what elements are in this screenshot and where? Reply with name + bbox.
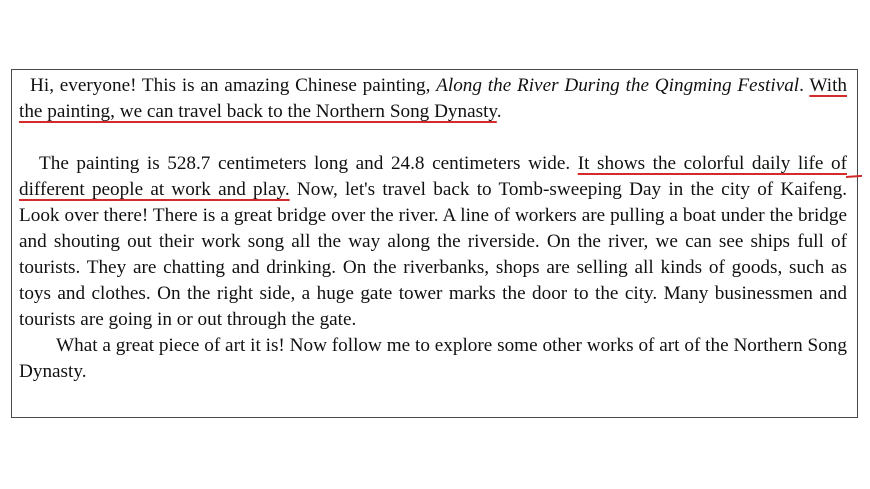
underlined-sentence-1: With the painting, we can travel back to the Northern Song Dynasty: [19, 75, 847, 122]
paragraph-2-rest: Now, let's travel back to Tomb-sweeping Day in the city of Kaifeng. Look over there! There is a great bridge over the river. A line of workers are pulling a boat under the bridge and shouting out their work song all the way along the riverside. On the river, we can see ships full of tourists. They are chatting and drinking. On the riverbanks, shops are selling all kinds of goods, such as toys and clothes. On the right side, a huge gate tower marks the door to the city. Many businessmen and tourists are going in or out through the gate.: [19, 179, 848, 330]
paragraph-1-intro: Hi, everyone! This is an amazing Chinese painting,: [30, 75, 437, 96]
paragraph-2-intro: The painting is 528.7 centimeters long and 24.8 centimeters wide.: [39, 153, 578, 174]
paragraph-1: [19, 73, 847, 125]
paragraph-1-after-title: .: [799, 75, 810, 96]
painting-title: Along the River During the Qingming Festival: [436, 75, 800, 96]
document-frame: [11, 69, 858, 418]
paragraph-1-end: .: [496, 101, 502, 122]
underlined-sentence-2: It shows the colorful daily life of different people at work and play.: [19, 153, 847, 200]
document-body: [19, 73, 847, 385]
paragraph-2: [19, 151, 847, 333]
paragraph-3: [19, 333, 847, 385]
paragraph-3-text: What a great piece of art it is! Now follow me to explore some other works of art of the Northern Song Dynasty.: [19, 335, 847, 382]
